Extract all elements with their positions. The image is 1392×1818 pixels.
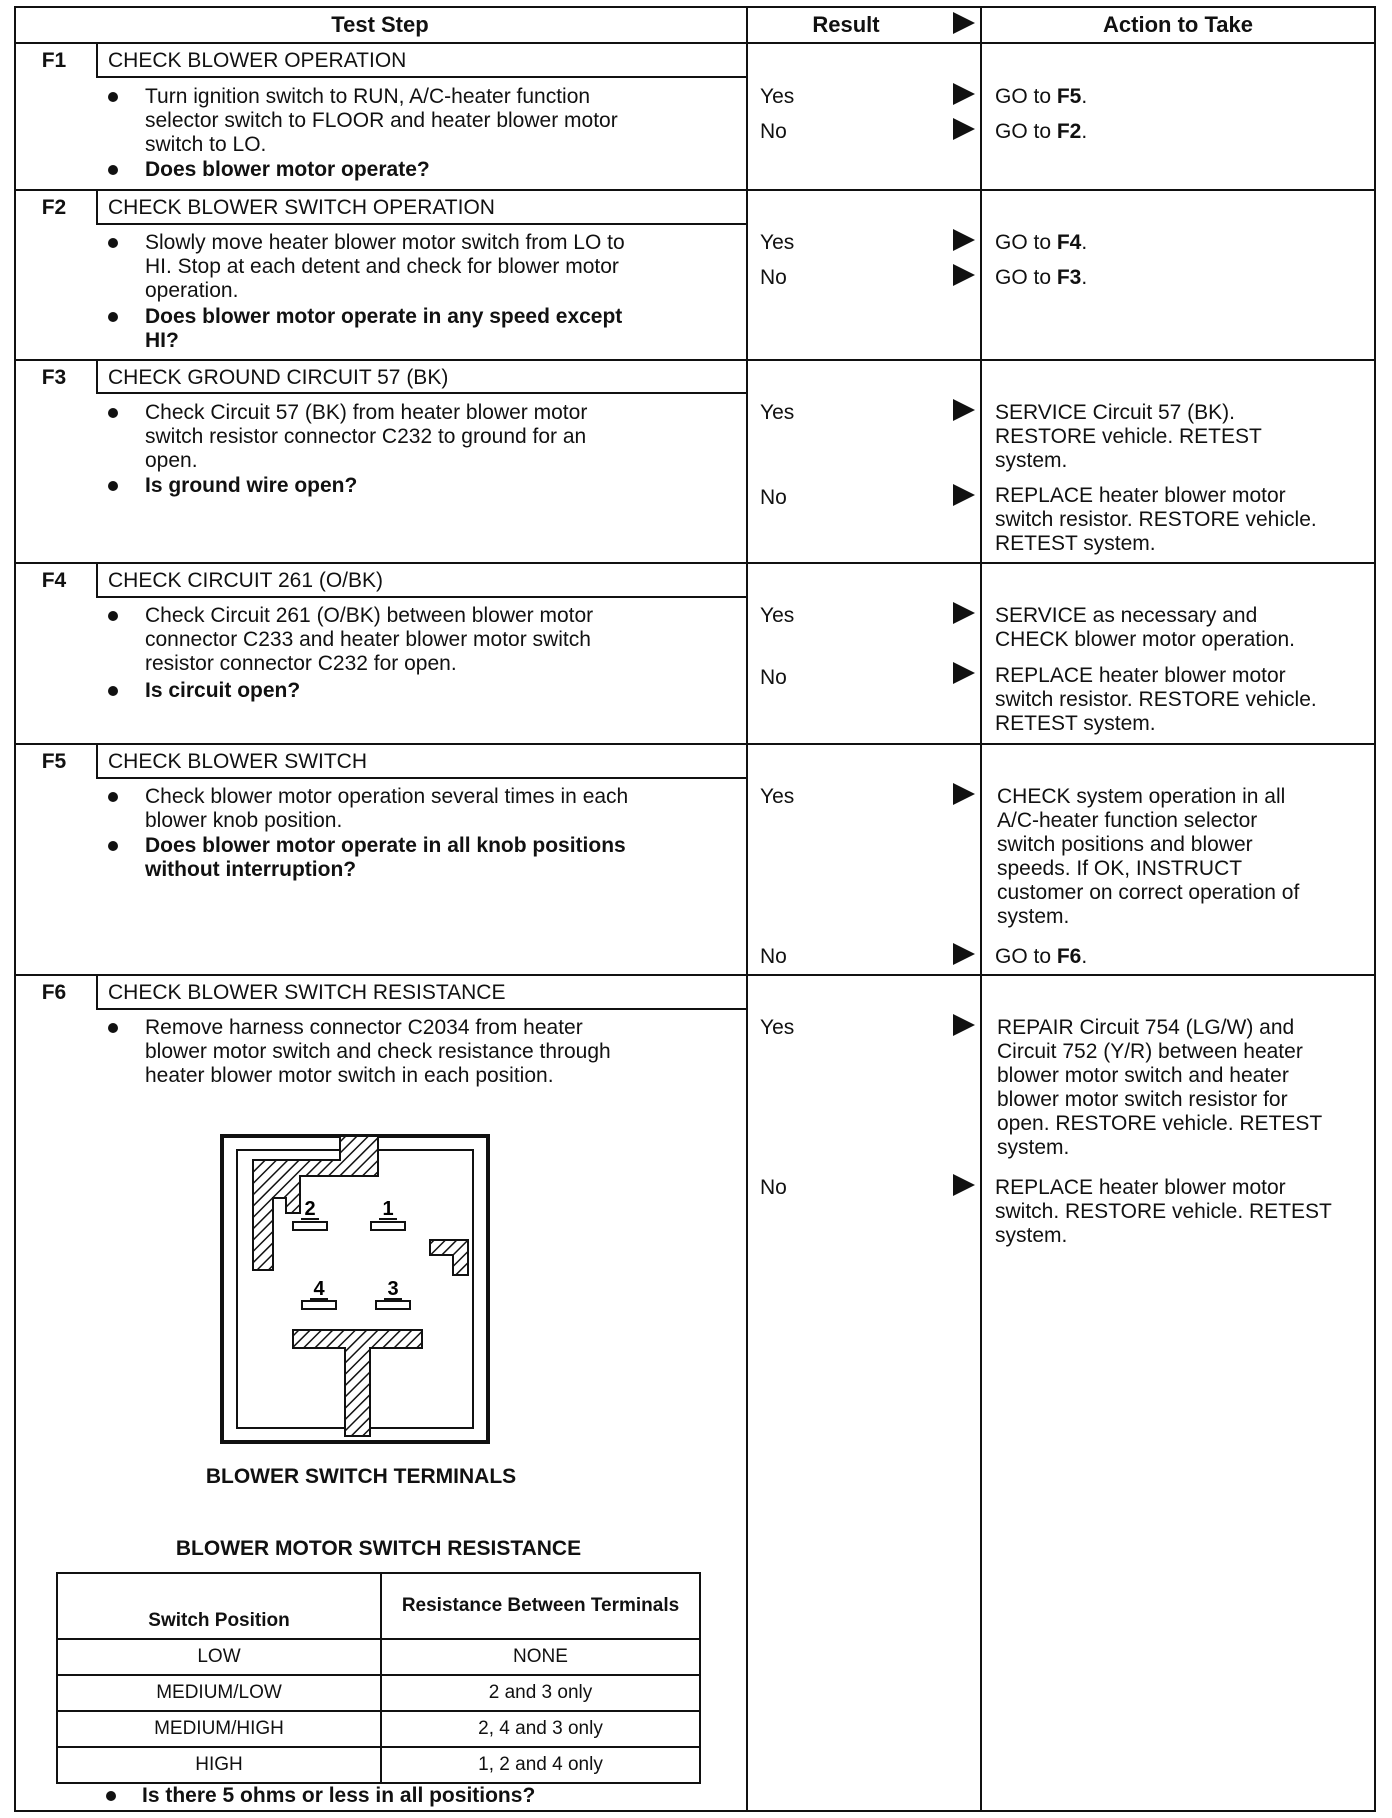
arrow-icon <box>953 783 975 805</box>
step-divider <box>14 189 748 191</box>
bullet-icon <box>108 841 118 851</box>
step-question: Is circuit open? <box>145 679 301 702</box>
header-divider <box>14 42 1376 44</box>
table-cell: HIGH <box>57 1747 381 1783</box>
table-cell: 2 and 3 only <box>381 1675 700 1711</box>
arrow-icon <box>953 118 975 140</box>
step-title: CHECK BLOWER SWITCH <box>108 750 368 773</box>
bullet-icon <box>108 1023 118 1033</box>
terminal-label: 2 <box>304 1198 316 1220</box>
action-text: SERVICE as necessary and CHECK blower motor operation. <box>995 604 1295 651</box>
terminal-1 <box>371 1222 405 1230</box>
title-underline <box>96 596 748 598</box>
step-title: CHECK BLOWER OPERATION <box>108 49 407 72</box>
bullet-icon <box>108 165 118 175</box>
step-text: Turn ignition switch to RUN, A/C-heater function selector switch to FLOOR and heater blower motor switch to LO. <box>145 85 618 156</box>
resistance-table-title: BLOWER MOTOR SWITCH RESISTANCE <box>175 1537 582 1560</box>
column-header: Resistance Between Terminals <box>381 1573 700 1639</box>
table-cell: 1, 2 and 4 only <box>381 1747 700 1783</box>
step-divider <box>14 974 748 976</box>
table-row <box>57 1747 700 1783</box>
action-text: GO to F5. <box>995 85 1088 108</box>
step-id: F2 <box>41 196 67 219</box>
table-cell: NONE <box>381 1639 700 1675</box>
step-question: Does blower motor operate in any speed except HI? <box>145 305 623 352</box>
column-header: Switch Position <box>57 1573 381 1639</box>
action-text: REPLACE heater blower motor switch resistor. RESTORE vehicle. RETEST system. <box>995 664 1317 735</box>
step-divider <box>746 562 1376 564</box>
step-text: Check blower motor operation several times in each blower knob position. <box>145 785 629 832</box>
step-id: F6 <box>41 981 67 1004</box>
diagram-caption: BLOWER SWITCH TERMINALS <box>205 1465 517 1488</box>
table-cell: LOW <box>57 1639 381 1675</box>
id-divider <box>96 42 98 77</box>
step-id: F3 <box>41 366 67 389</box>
result-yes: Yes <box>760 604 795 627</box>
step-title: CHECK BLOWER SWITCH OPERATION <box>108 196 495 219</box>
id-divider <box>96 974 98 1009</box>
step-divider <box>746 359 1376 361</box>
table-row <box>57 1675 700 1711</box>
step-divider <box>746 974 1376 976</box>
terminal-label: 4 <box>313 1278 325 1300</box>
bullet-icon <box>108 408 118 418</box>
terminal-label: 3 <box>387 1278 399 1300</box>
arrow-icon <box>953 602 975 624</box>
bullet-icon <box>108 686 118 696</box>
step-title: CHECK GROUND CIRCUIT 57 (BK) <box>108 366 449 389</box>
id-divider <box>96 359 98 394</box>
step-divider <box>14 743 748 745</box>
step-text: Check Circuit 261 (O/BK) between blower motor connector C233 and heater blower motor switch resistor connector C232 for open. <box>145 604 594 675</box>
id-divider <box>96 562 98 597</box>
result-no: No <box>760 486 787 509</box>
action-text: GO to F2. <box>995 120 1088 143</box>
right-contact <box>430 1240 468 1275</box>
step-question: Does blower motor operate? <box>145 158 430 181</box>
id-divider <box>96 189 98 224</box>
step-text: Check Circuit 57 (BK) from heater blower motor switch resistor connector C232 to ground for an open. <box>145 401 588 472</box>
header-result: Result <box>812 12 880 37</box>
header-arrow-icon <box>953 12 975 34</box>
title-underline <box>96 223 748 225</box>
arrow-icon <box>953 943 975 965</box>
arrow-icon <box>953 1174 975 1196</box>
action-text: GO to F3. <box>995 266 1088 289</box>
bullet-icon <box>108 481 118 491</box>
terminal-4 <box>302 1301 336 1309</box>
step-text: Remove harness connector C2034 from heater blower motor switch and check resistance through heater blower motor switch in each position. <box>145 1016 611 1087</box>
action-text: REPLACE heater blower motor switch. RESTORE vehicle. RETEST system. <box>995 1176 1332 1247</box>
result-yes: Yes <box>760 231 795 254</box>
arrow-icon <box>953 229 975 251</box>
header-test-step: Test Step <box>331 12 429 37</box>
bottom-t-contact <box>293 1330 422 1436</box>
arrow-icon <box>953 399 975 421</box>
header-action: Action to Take <box>1103 12 1253 37</box>
terminal-label: 1 <box>382 1198 394 1220</box>
title-underline <box>96 1008 748 1010</box>
result-no: No <box>760 945 787 968</box>
bullet-icon <box>108 611 118 621</box>
result-yes: Yes <box>760 1016 795 1039</box>
step-question: Does blower motor operate in all knob positions without interruption? <box>145 834 626 881</box>
action-text: GO to F4. <box>995 231 1088 254</box>
table-row <box>57 1711 700 1747</box>
blower-switch-terminals-diagram <box>215 1130 495 1450</box>
terminal-3 <box>376 1301 410 1309</box>
step-question: Is there 5 ohms or less in all positions? <box>142 1784 536 1807</box>
title-underline <box>96 392 748 394</box>
step-text: Slowly move heater blower motor switch from LO to HI. Stop at each detent and check for blower motor operation. <box>145 231 625 302</box>
bullet-icon <box>108 792 118 802</box>
step-divider <box>14 359 748 361</box>
id-divider <box>96 743 98 778</box>
result-no: No <box>760 1176 787 1199</box>
step-title: CHECK CIRCUIT 261 (O/BK) <box>108 569 383 592</box>
column-divider-action <box>980 6 982 1812</box>
table-row <box>57 1639 700 1675</box>
step-id: F5 <box>41 750 67 773</box>
table-header-row <box>57 1573 700 1639</box>
arrow-icon <box>953 264 975 286</box>
bullet-icon <box>108 238 118 248</box>
step-title: CHECK BLOWER SWITCH RESISTANCE <box>108 981 506 1004</box>
result-no: No <box>760 120 787 143</box>
step-question: Is ground wire open? <box>145 474 358 497</box>
step-id: F1 <box>41 49 67 72</box>
result-no: No <box>760 266 787 289</box>
bullet-icon <box>108 92 118 102</box>
step-divider <box>14 562 748 564</box>
action-text: REPLACE heater blower motor switch resistor. RESTORE vehicle. RETEST system. <box>995 484 1317 555</box>
result-yes: Yes <box>760 85 795 108</box>
action-text: SERVICE Circuit 57 (BK). RESTORE vehicle. RETEST system. <box>995 401 1262 472</box>
step-id: F4 <box>41 569 67 592</box>
bullet-icon <box>108 312 118 322</box>
action-text: REPAIR Circuit 754 (LG/W) and Circuit 752 (Y/R) between heater blower motor switch and heater blower motor switch resistor for open. RESTORE vehicle. RETEST system. <box>997 1016 1323 1159</box>
resistance-table <box>56 1572 701 1784</box>
table-cell: 2, 4 and 3 only <box>381 1711 700 1747</box>
arrow-icon <box>953 662 975 684</box>
result-no: No <box>760 666 787 689</box>
result-yes: Yes <box>760 785 795 808</box>
table-cell: MEDIUM/LOW <box>57 1675 381 1711</box>
terminal-2 <box>293 1222 327 1230</box>
action-text: GO to F6. <box>995 945 1088 968</box>
step-divider <box>746 189 1376 191</box>
arrow-icon <box>953 1014 975 1036</box>
result-yes: Yes <box>760 401 795 424</box>
table-cell: MEDIUM/HIGH <box>57 1711 381 1747</box>
bullet-icon <box>106 1791 116 1801</box>
title-underline <box>96 777 748 779</box>
arrow-icon <box>953 83 975 105</box>
column-divider-result <box>746 6 748 1812</box>
step-divider <box>746 743 1376 745</box>
action-text: CHECK system operation in all A/C-heater function selector switch positions and blower speeds. If OK, INSTRUCT customer on correct operation of system. <box>997 785 1300 928</box>
arrow-icon <box>953 484 975 506</box>
title-underline <box>96 76 748 78</box>
